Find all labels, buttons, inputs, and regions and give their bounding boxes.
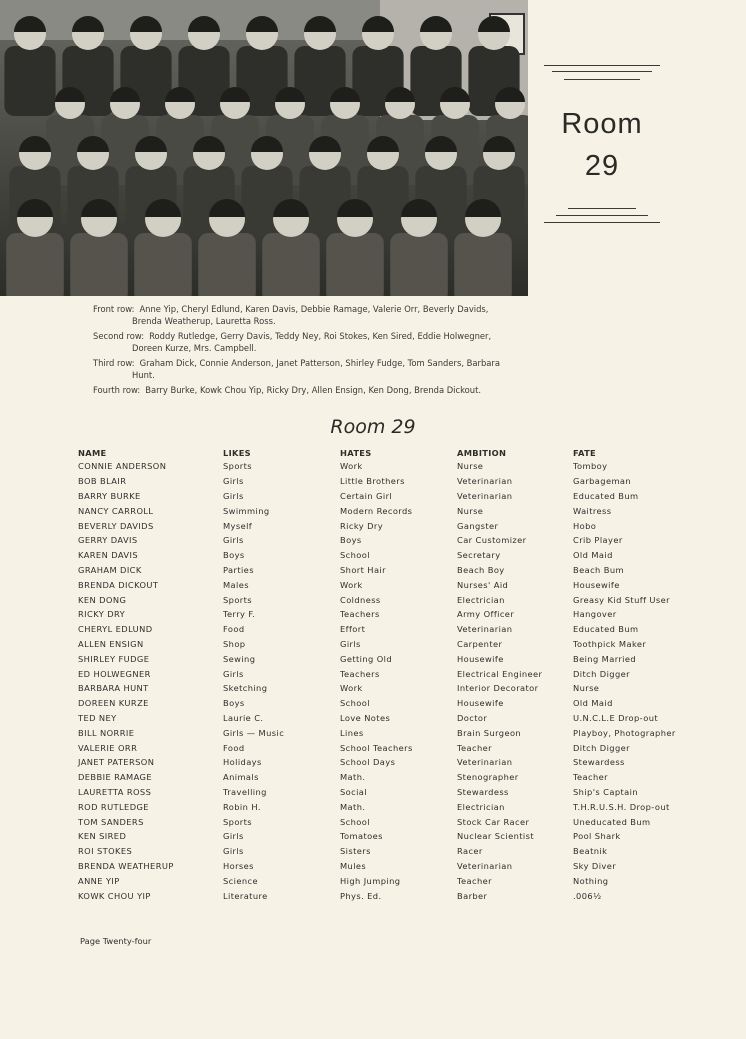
table-row <box>78 725 698 740</box>
cell-ambition: Housewife <box>457 698 504 709</box>
title-rule-bottom-3 <box>544 222 660 223</box>
table-row <box>78 474 698 489</box>
table-row <box>78 755 698 770</box>
cell-fate: Nurse <box>573 683 600 694</box>
cell-fate: Waitress <box>573 505 612 516</box>
cell-name: LAURETTA ROSS <box>78 786 152 797</box>
cell-name: ROD RUTLEDGE <box>78 801 149 812</box>
cell-likes: Boys <box>223 698 245 709</box>
cell-fate: Hangover <box>573 609 617 620</box>
cell-ambition: Electrician <box>457 801 505 812</box>
cell-likes: Laurie C. <box>223 712 264 723</box>
cell-name: BARBARA HUNT <box>78 683 149 694</box>
cell-likes: Holidays <box>223 757 262 768</box>
title-rule-bottom-1 <box>568 208 636 209</box>
cell-name: NANCY CARROLL <box>78 505 154 516</box>
table-row <box>78 563 698 578</box>
cell-hates: Work <box>340 683 363 694</box>
cell-ambition: Army Officer <box>457 609 515 620</box>
cell-ambition: Housewife <box>457 653 504 664</box>
cell-name: ROI STOKES <box>78 846 133 857</box>
room-title-line1: Room <box>561 108 643 140</box>
cell-likes: Sketching <box>223 683 268 694</box>
cell-fate: Nothing <box>573 875 609 886</box>
cell-hates: Social <box>340 786 367 797</box>
cell-ambition: Veterinarian <box>457 490 513 501</box>
caption-names-cont: Hunt. <box>132 370 155 380</box>
cell-likes: Sports <box>223 461 252 472</box>
cell-hates: Ricky Dry <box>340 520 383 531</box>
cell-ambition: Barber <box>457 890 488 901</box>
cell-likes: Literature <box>223 890 268 901</box>
caption-label: Fourth row: <box>93 385 141 395</box>
cell-hates: School <box>340 698 370 709</box>
cell-likes: Girls <box>223 831 244 842</box>
cell-ambition: Stewardess <box>457 786 509 797</box>
cell-fate: .006½ <box>573 890 602 901</box>
cell-hates: Mules <box>340 860 367 871</box>
cell-name: KOWK CHOU YIP <box>78 890 151 901</box>
cell-name: JANET PATERSON <box>78 757 155 768</box>
cell-ambition: Teacher <box>457 875 492 886</box>
cell-name: TED NEY <box>78 712 117 723</box>
cell-fate: Old Maid <box>573 550 613 561</box>
table-row <box>78 592 698 607</box>
cell-likes: Girls <box>223 476 244 487</box>
cell-name: BOB BLAIR <box>78 476 127 487</box>
table-row <box>78 607 698 622</box>
cell-fate: Educated Bum <box>573 490 639 501</box>
table-row <box>78 651 698 666</box>
page-number: Page Twenty-four <box>80 936 152 946</box>
cell-likes: Girls — Music <box>223 727 285 738</box>
table-row <box>78 459 698 474</box>
class-photo-image <box>0 0 528 296</box>
cell-name: ANNE YIP <box>78 875 120 886</box>
cell-hates: Teachers <box>340 609 380 620</box>
cell-likes: Sewing <box>223 653 256 664</box>
cell-likes: Girls <box>223 846 244 857</box>
table-row <box>78 489 698 504</box>
cell-fate: Uneducated Bum <box>573 816 651 827</box>
cell-likes: Girls <box>223 535 244 546</box>
cell-fate: Ditch Digger <box>573 668 630 679</box>
cell-ambition: Electrician <box>457 594 505 605</box>
cell-hates: School <box>340 816 370 827</box>
figure-body <box>4 46 55 116</box>
cell-hates: Tomatoes <box>340 831 383 842</box>
table-row <box>78 859 698 874</box>
title-rule-bottom-2 <box>556 215 648 216</box>
table-row <box>78 740 698 755</box>
caption-label: Second row: <box>93 331 145 341</box>
cell-name: CHERYL EDLUND <box>78 624 153 635</box>
cell-ambition: Teacher <box>457 742 492 753</box>
cell-ambition: Doctor <box>457 712 488 723</box>
figure-body <box>198 233 256 296</box>
cell-likes: Girls <box>223 668 244 679</box>
cell-hates: Math. <box>340 772 366 783</box>
cell-ambition: Nurse <box>457 461 484 472</box>
cell-fate: Playboy, Photographer <box>573 727 676 738</box>
cell-ambition: Nuclear Scientist <box>457 831 534 842</box>
caption-second-row <box>93 330 533 354</box>
cell-fate: Ship's Captain <box>573 786 638 797</box>
cell-ambition: Brain Surgeon <box>457 727 522 738</box>
title-rule-top-1 <box>544 65 660 66</box>
figure-body <box>262 233 320 296</box>
room-title-block <box>544 62 660 230</box>
cell-ambition: Veterinarian <box>457 476 513 487</box>
table-row <box>78 829 698 844</box>
cell-likes: Animals <box>223 772 259 783</box>
table-row <box>78 814 698 829</box>
cell-hates: Boys <box>340 535 362 546</box>
cell-fate: Greasy Kid Stuff User <box>573 594 670 605</box>
cell-ambition: Nurses' Aid <box>457 579 509 590</box>
figure-body <box>70 233 128 296</box>
table-row <box>78 844 698 859</box>
cell-ambition: Stenographer <box>457 772 519 783</box>
table-row <box>78 711 698 726</box>
cell-fate: Garbageman <box>573 476 632 487</box>
cell-name: TOM SANDERS <box>78 816 144 827</box>
title-rule-top-3 <box>564 79 640 80</box>
cell-fate: Being Married <box>573 653 637 664</box>
cell-likes: Sports <box>223 816 252 827</box>
cell-name: BRENDA DICKOUT <box>78 579 159 590</box>
cell-hates: Short Hair <box>340 564 386 575</box>
cell-fate: Old Maid <box>573 698 613 709</box>
cell-fate: Sky Diver <box>573 860 617 871</box>
table-body <box>78 459 698 903</box>
table-row <box>78 888 698 903</box>
cell-name: BRENDA WEATHERUP <box>78 860 174 871</box>
cell-name: CONNIE ANDERSON <box>78 461 167 472</box>
cell-fate: Beach Bum <box>573 564 624 575</box>
cell-hates: Love Notes <box>340 712 391 723</box>
cell-hates: Little Brothers <box>340 476 405 487</box>
cell-fate: Teacher <box>573 772 608 783</box>
cell-name: DOREEN KURZE <box>78 698 149 709</box>
room-title-line2: 29 <box>584 150 620 182</box>
cell-ambition: Veterinarian <box>457 757 513 768</box>
cell-hates: Effort <box>340 624 366 635</box>
cell-fate: Educated Bum <box>573 624 639 635</box>
cell-ambition: Racer <box>457 846 483 857</box>
cell-ambition: Gangster <box>457 520 499 531</box>
caption-third-row <box>93 357 533 381</box>
cell-ambition: Stock Car Racer <box>457 816 530 827</box>
caption-label: Front row: <box>93 304 135 314</box>
cell-ambition: Veterinarian <box>457 624 513 635</box>
cell-name: VALERIE ORR <box>78 742 138 753</box>
cell-hates: Work <box>340 579 363 590</box>
cell-likes: Swimming <box>223 505 270 516</box>
table-row <box>78 503 698 518</box>
cell-hates: Math. <box>340 801 366 812</box>
cell-likes: Food <box>223 742 245 753</box>
header-likes: LIKES <box>223 448 251 458</box>
table-row <box>78 770 698 785</box>
cell-name: GERRY DAVIS <box>78 535 138 546</box>
cell-likes: Girls <box>223 490 244 501</box>
table-row <box>78 785 698 800</box>
table-heading: Room 29 <box>330 416 416 438</box>
caption-names: Roddy Rutledge, Gerry Davis, Teddy Ney, Roi Stokes, Ken Sired, Eddie Holwegner, <box>149 331 492 341</box>
cell-name: BARRY BURKE <box>78 490 141 501</box>
table-row <box>78 637 698 652</box>
cell-likes: Sports <box>223 594 252 605</box>
table-header-row <box>78 447 698 459</box>
header-name: NAME <box>78 448 107 458</box>
table-row <box>78 548 698 563</box>
caption-front-row <box>93 303 533 327</box>
table-row <box>78 873 698 888</box>
cell-name: GRAHAM DICK <box>78 564 142 575</box>
table-row <box>78 577 698 592</box>
cell-hates: Modern Records <box>340 505 413 516</box>
cell-name: KEN SIRED <box>78 831 127 842</box>
cell-likes: Myself <box>223 520 253 531</box>
cell-name: DEBBIE RAMAGE <box>78 772 153 783</box>
caption-names-cont: Brenda Weatherup, Lauretta Ross. <box>132 316 276 326</box>
cell-ambition: Secretary <box>457 550 501 561</box>
cell-name: BEVERLY DAVIDS <box>78 520 154 531</box>
cell-hates: Phys. Ed. <box>340 890 382 901</box>
cell-name: SHIRLEY FUDGE <box>78 653 150 664</box>
title-rule-top-2 <box>552 71 652 72</box>
cell-hates: Girls <box>340 638 361 649</box>
cell-hates: Teachers <box>340 668 380 679</box>
cell-likes: Food <box>223 624 245 635</box>
cell-ambition: Car Customizer <box>457 535 527 546</box>
cell-likes: Boys <box>223 550 245 561</box>
cell-hates: Lines <box>340 727 364 738</box>
cell-hates: Certain Girl <box>340 490 393 501</box>
header-fate: FATE <box>573 448 597 458</box>
class-photo <box>0 0 528 296</box>
cell-ambition: Interior Decorator <box>457 683 539 694</box>
cell-hates: Sisters <box>340 846 371 857</box>
cell-name: ED HOLWEGNER <box>78 668 151 679</box>
cell-name: BILL NORRIE <box>78 727 135 738</box>
cell-ambition: Beach Boy <box>457 564 505 575</box>
caption-names: Graham Dick, Connie Anderson, Janet Patterson, Shirley Fudge, Tom Sanders, Barbara <box>139 358 501 368</box>
cell-fate: Beatnik <box>573 846 608 857</box>
figure-body <box>454 233 512 296</box>
cell-fate: Ditch Digger <box>573 742 630 753</box>
cell-ambition: Electrical Engineer <box>457 668 543 679</box>
cell-likes: Robin H. <box>223 801 261 812</box>
cell-fate: Toothpick Maker <box>573 638 647 649</box>
header-hates: HATES <box>340 448 372 458</box>
cell-fate: U.N.C.L.E Drop-out <box>573 712 659 723</box>
cell-hates: Coldness <box>340 594 381 605</box>
cell-likes: Science <box>223 875 258 886</box>
student-table <box>78 447 698 903</box>
table-row <box>78 533 698 548</box>
cell-name: KEN DONG <box>78 594 127 605</box>
cell-hates: Work <box>340 461 363 472</box>
cell-ambition: Veterinarian <box>457 860 513 871</box>
caption-fourth-row <box>93 384 533 396</box>
figure-body <box>390 233 448 296</box>
cell-hates: High Jumping <box>340 875 401 886</box>
cell-fate: Stewardess <box>573 757 625 768</box>
cell-name: RICKY DRY <box>78 609 126 620</box>
caption-names: Barry Burke, Kowk Chou Yip, Ricky Dry, Allen Ensign, Ken Dong, Brenda Dickout. <box>145 385 482 395</box>
cell-fate: Pool Shark <box>573 831 621 842</box>
figure-body <box>326 233 384 296</box>
cell-likes: Parties <box>223 564 254 575</box>
table-row <box>78 666 698 681</box>
figure-body <box>134 233 192 296</box>
table-row <box>78 681 698 696</box>
cell-fate: Crib Player <box>573 535 623 546</box>
caption-names: Anne Yip, Cheryl Edlund, Karen Davis, Debbie Ramage, Valerie Orr, Beverly Davids, <box>139 304 489 314</box>
cell-hates: School <box>340 550 370 561</box>
cell-likes: Shop <box>223 638 246 649</box>
cell-likes: Males <box>223 579 249 590</box>
cell-ambition: Carpenter <box>457 638 503 649</box>
caption-names-cont: Doreen Kurze, Mrs. Campbell. <box>132 343 257 353</box>
table-row <box>78 518 698 533</box>
cell-fate: Housewife <box>573 579 620 590</box>
header-ambition: AMBITION <box>457 448 507 458</box>
caption-label: Third row: <box>93 358 135 368</box>
cell-hates: School Days <box>340 757 396 768</box>
cell-likes: Horses <box>223 860 254 871</box>
cell-name: ALLEN ENSIGN <box>78 638 144 649</box>
cell-fate: Tomboy <box>573 461 608 472</box>
cell-likes: Terry F. <box>223 609 256 620</box>
cell-fate: T.H.R.U.S.H. Drop-out <box>573 801 670 812</box>
table-row <box>78 622 698 637</box>
cell-fate: Hobo <box>573 520 597 531</box>
figure-body <box>6 233 64 296</box>
cell-hates: Getting Old <box>340 653 393 664</box>
cell-hates: School Teachers <box>340 742 413 753</box>
table-row <box>78 696 698 711</box>
cell-ambition: Nurse <box>457 505 484 516</box>
cell-name: KAREN DAVIS <box>78 550 138 561</box>
table-row <box>78 799 698 814</box>
cell-likes: Travelling <box>223 786 267 797</box>
